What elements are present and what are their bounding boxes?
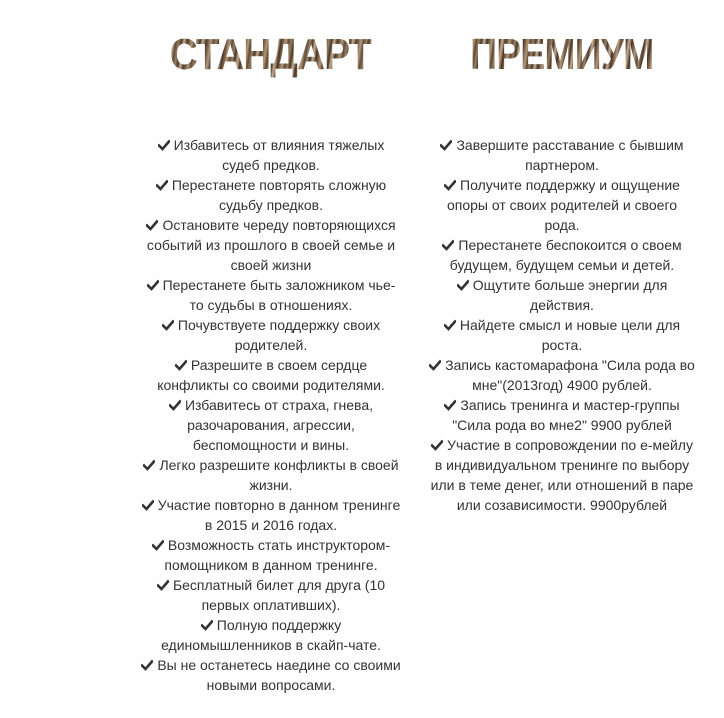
check-icon [457,279,469,291]
list-item-text: Ощутите больше энергии для действия. [472,277,668,313]
standard-benefits-list [140,135,402,695]
list-item-text: Бесплатный билет для друга (10 первых оплативших). [172,577,386,613]
list-item-text: Полную поддержку единомышленников в скайп-чате. [161,617,381,653]
check-icon [444,399,456,411]
list-item-text: Избавитесь от страха, гнева, разочарования, агрессии, беспомощности и вины. [184,397,374,453]
check-icon [158,139,170,151]
standard-plan-title [140,30,402,80]
list-item [140,535,402,575]
list-item [428,135,696,175]
check-icon [431,439,443,451]
list-item-text: Почувствуете поддержку своих родителей. [177,317,381,353]
list-item [428,235,696,275]
check-icon [444,179,456,191]
check-icon [141,659,153,671]
check-icon [156,179,168,191]
list-item [428,355,696,395]
list-item [428,275,696,315]
check-icon [142,499,154,511]
list-item [140,575,402,615]
list-item [140,135,402,175]
list-item-text: Запись кастомарафона "Сила рода во мне"(2013год) 4900 рублей. [445,357,695,393]
check-icon [444,319,456,331]
check-icon [162,319,174,331]
check-icon [152,539,164,551]
premium-plan-title-text: ПРЕМИУМ [470,30,654,79]
list-item-text: Вы не останетесь наедине со своими новыми вопросами. [157,657,401,693]
list-item-text: Легко разрешите конфликты в своей жизни. [159,457,399,493]
check-icon [201,619,213,631]
list-item-text: Участие повторно в данном тренинге в 2015 и 2016 годах. [157,497,401,533]
standard-plan-title-text: СТАНДАРТ [170,30,372,79]
premium-benefits-list [428,135,696,515]
list-item [140,615,402,655]
list-item-text: Найдете смысл и новые цели для роста. [459,317,681,353]
list-item-text: Перестанете беспокоится о своем будущем, будущем семьи и детей. [449,237,682,273]
list-item [428,395,696,435]
list-item [140,495,402,535]
check-icon [143,459,155,471]
list-item-text: Завершите расставание с бывшим партнером. [456,137,684,173]
list-item-text: Участие в сопровождении по е-мейлу в индивидуальном тренинге по выбору или в теме денег, или отношений в паре или созависимости. 9900рублей [430,437,694,513]
list-item [140,655,402,695]
check-icon [157,579,169,591]
list-item-text: Разрешите в своем сердце конфликты со своими родителями. [157,357,385,393]
list-item [140,455,402,495]
list-item-text: Возможность стать инструктором-помощником в данном тренинге. [164,537,391,573]
list-item-text: Получите поддержку и ощущение опоры от своих родителей и своего рода. [446,177,680,233]
premium-plan-title [428,30,696,80]
list-item [140,355,402,395]
list-item [140,275,402,315]
check-icon [429,359,441,371]
list-item-text: Остановите череду повторяющихся событий из прошлого в своей семье и своей жизни [146,217,396,273]
list-item [140,395,402,455]
list-item [428,435,696,515]
check-icon [440,139,452,151]
list-item-text: Запись тренинга и мастер-группы "Сила рода во мне2" 9900 рублей [452,397,680,433]
list-item [428,315,696,355]
check-icon [146,219,158,231]
list-item [140,215,402,275]
check-icon [442,239,454,251]
list-item-text: Перестанете быть заложником чье-то судьбы в отношениях. [162,277,396,313]
check-icon [169,399,181,411]
list-item [140,315,402,355]
check-icon [147,279,159,291]
list-item [428,175,696,235]
list-item-text: Перестанете повторять сложную судьбу предков. [171,177,387,213]
check-icon [175,359,187,371]
list-item-text: Избавитесь от влияния тяжелых судеб предков. [173,137,385,173]
list-item [140,175,402,215]
